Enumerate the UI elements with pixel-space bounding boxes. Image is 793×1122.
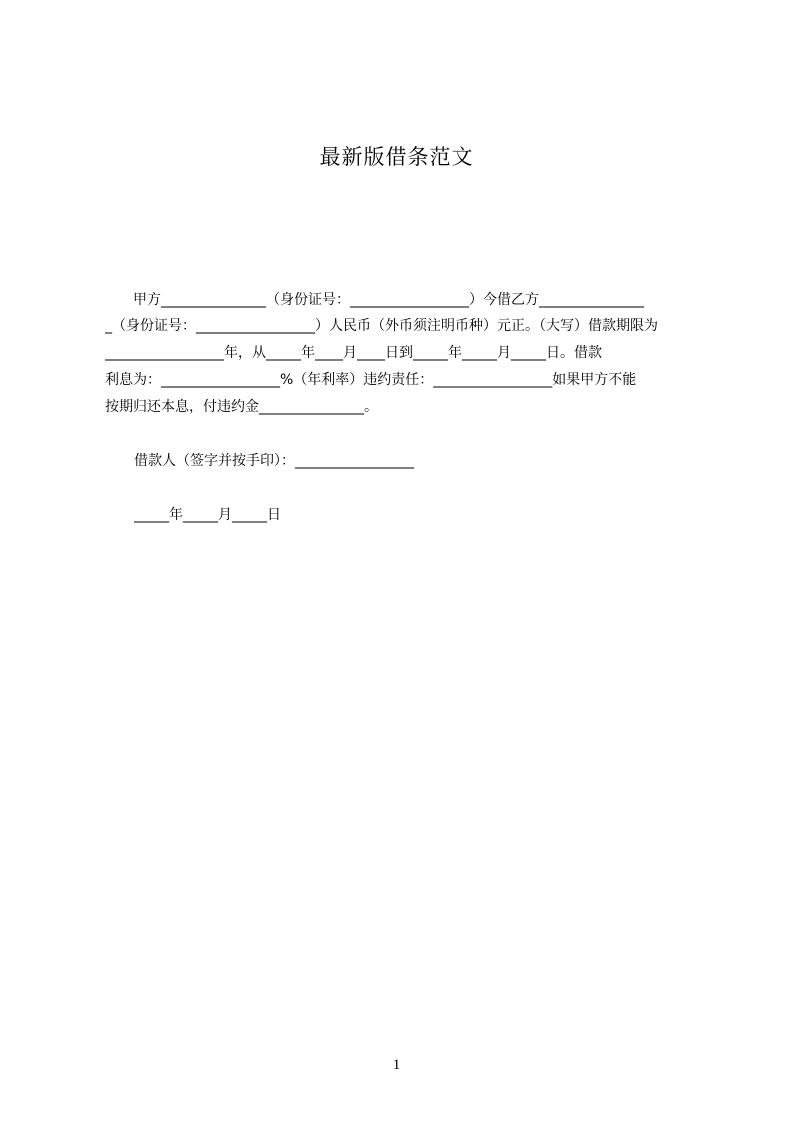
- body-line-2: _（身份证号：_________________）人民币（外币须注明币种）元正。（大写）借款期限为: [105, 318, 658, 334]
- body-line-1: 甲方_______________（身份证号：_________________）今借乙方_______________: [105, 292, 644, 308]
- document-title: 最新版借条范文: [319, 145, 474, 169]
- signature-line: 借款人（签字并按手印）：_________________: [134, 453, 414, 469]
- body-line-3: _________________年，从_____年____月____日到_____年_____月_____日。借款: [105, 345, 602, 361]
- date-line: _____年_____月_____日: [134, 507, 281, 523]
- body-line-5: 按期归还本息，付违约金_______________。: [105, 399, 378, 415]
- body-line-4: 利息为：_________________%（年利率）违约责任：_________________如果甲方不能: [105, 372, 637, 388]
- page-number: 1: [392, 1057, 401, 1073]
